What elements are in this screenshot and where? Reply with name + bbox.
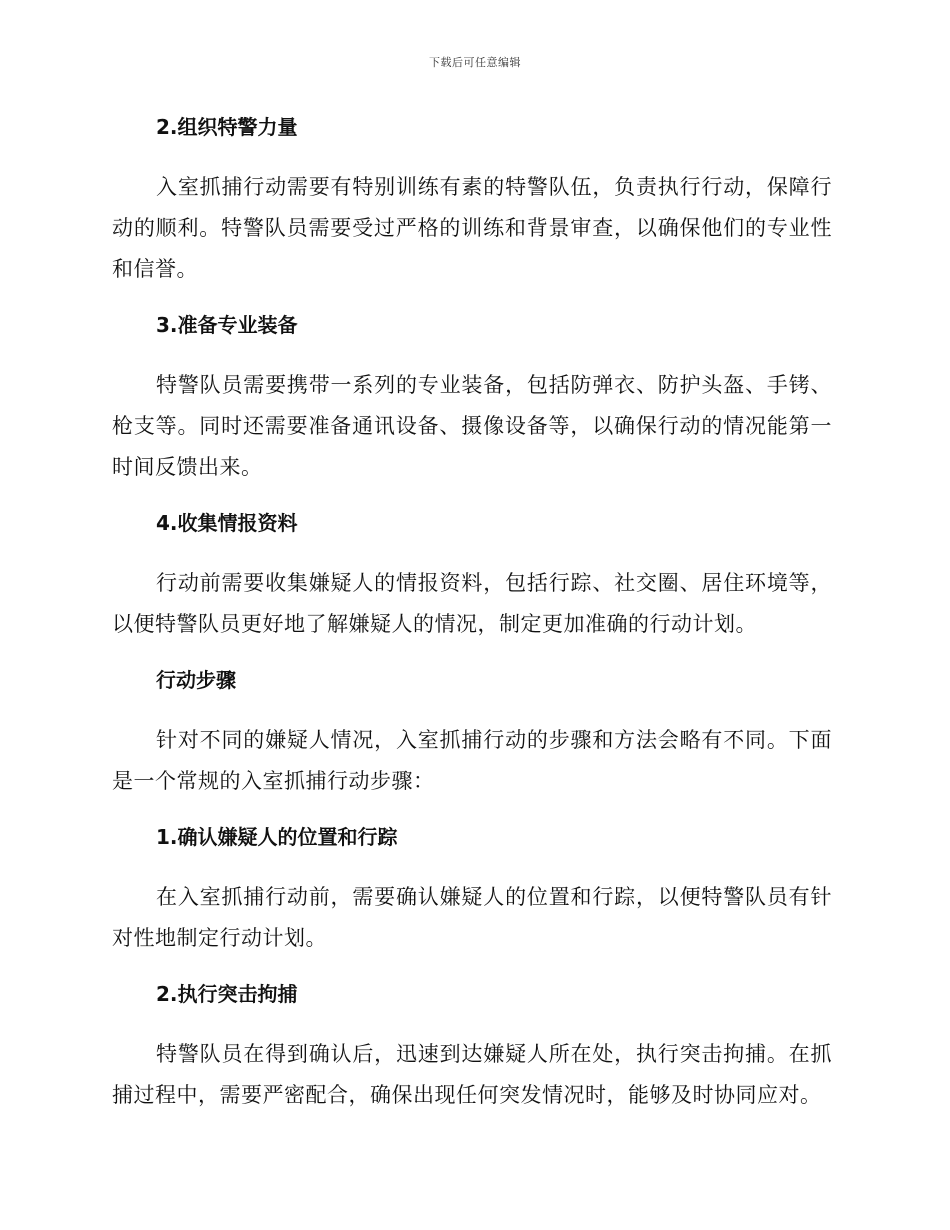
section-heading: 1.确认嫌疑人的位置和行踪 — [156, 825, 398, 849]
document-body — [112, 108, 832, 1116]
section-paragraph: 针对不同的嫌疑人情况，入室抓捕行动的步骤和方法会略有不同。下面是一个常规的入室抓捕行动步骤： — [112, 728, 832, 793]
section-heading: 2.组织特警力量 — [156, 115, 298, 139]
section-heading: 行动步骤 — [156, 668, 236, 692]
section-heading: 4.收集情报资料 — [156, 511, 298, 535]
section-paragraph: 特警队员需要携带一系列的专业装备，包括防弹衣、防护头盔、手铐、枪支等。同时还需要准备通讯设备、摄像设备等，以确保行动的情况能第一时间反馈出来。 — [112, 373, 832, 479]
page-header: 下载后可任意编辑 — [429, 56, 521, 69]
section-paragraph: 特警队员在得到确认后，迅速到达嫌疑人所在处，执行突击拘捕。在抓捕过程中，需要严密配合，确保出现任何突发情况时，能够及时协同应对。 — [112, 1042, 832, 1107]
section-heading: 3.准备专业装备 — [156, 313, 298, 337]
section-heading: 2.执行突击拘捕 — [156, 982, 298, 1006]
section-paragraph: 入室抓捕行动需要有特别训练有素的特警队伍，负责执行行动，保障行动的顺利。特警队员需要受过严格的训练和背景审查，以确保他们的专业性和信誉。 — [112, 175, 832, 281]
section-paragraph: 行动前需要收集嫌疑人的情报资料，包括行踪、社交圈、居住环境等，以便特警队员更好地了解嫌疑人的情况，制定更加准确的行动计划。 — [112, 571, 832, 636]
section-paragraph: 在入室抓捕行动前，需要确认嫌疑人的位置和行踪，以便特警队员有针对性地制定行动计划。 — [112, 885, 832, 950]
